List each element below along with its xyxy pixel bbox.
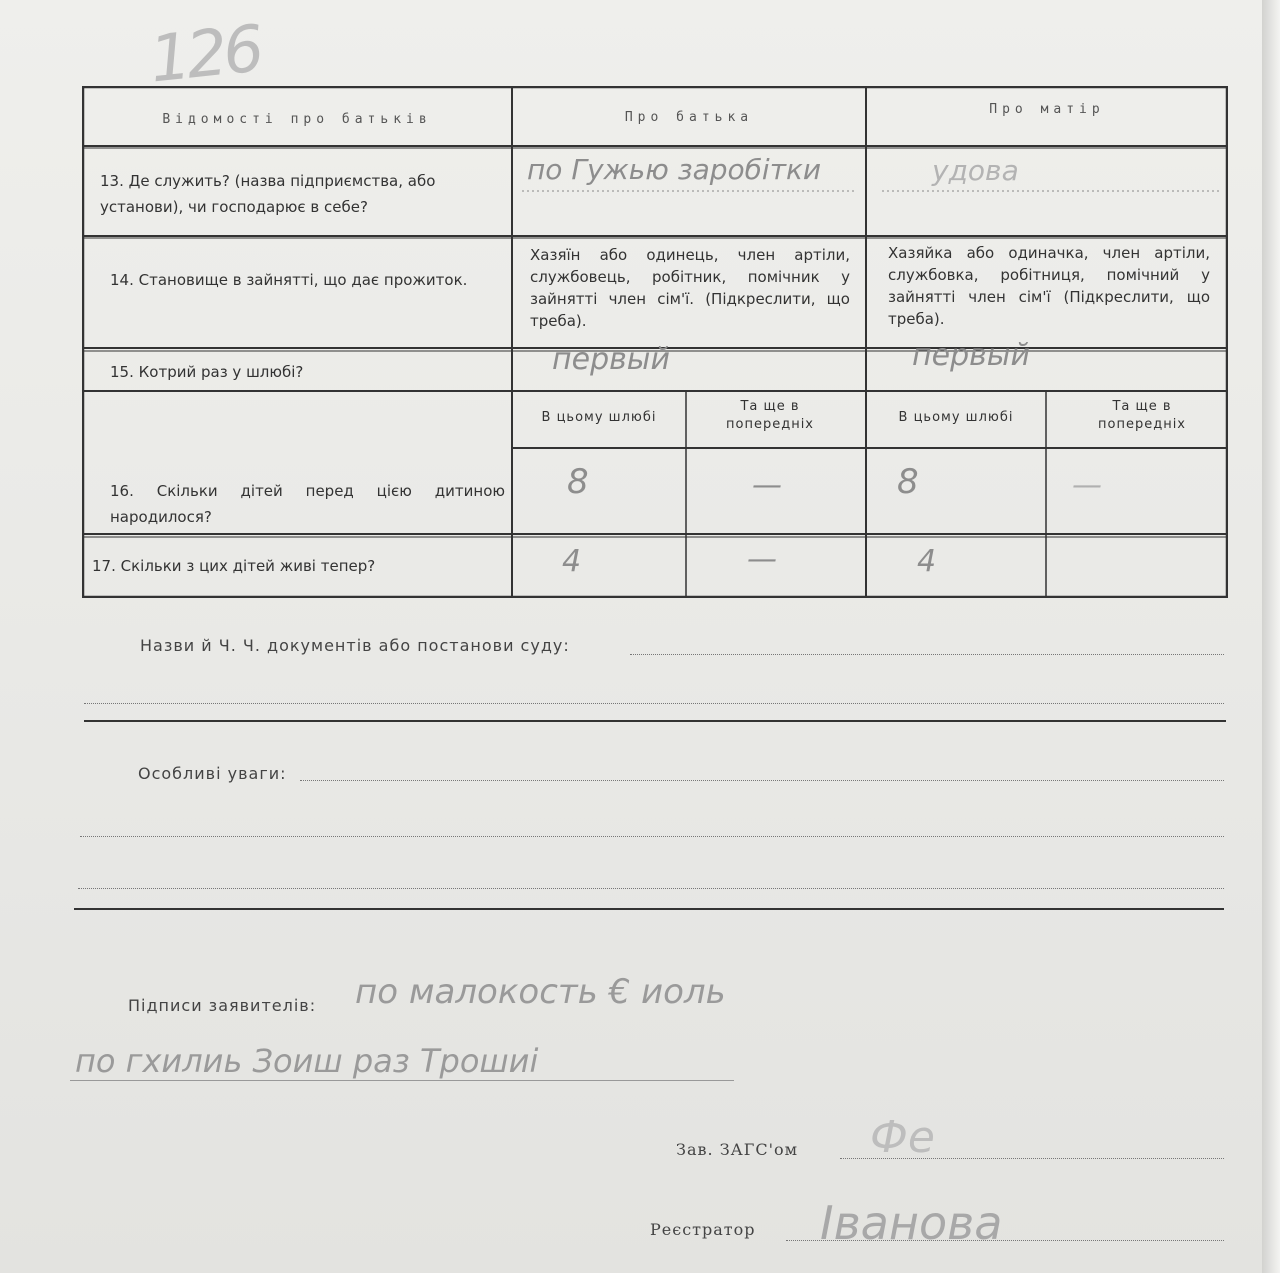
row13-label: 13. Де служить? (назва підприємства, або установи), чи господарює в себе? (100, 172, 436, 216)
row16-mother-previous: — (1072, 468, 1102, 503)
zags-signature: Фе (870, 1112, 935, 1163)
zags-signature-line (840, 1158, 1224, 1159)
row16-father-this: 8 (567, 462, 589, 502)
notes-line-3 (78, 888, 1224, 889)
row17-father-this: 4 (562, 544, 582, 579)
row13-father-handwritten: по Гужью заробітки (527, 153, 822, 186)
row17-father-previous: — (747, 542, 777, 577)
row15-label: 15. Котрий раз у шлюбі? (110, 363, 304, 381)
row17-mother-this: 4 (917, 544, 937, 579)
row14-mother-options: Хазяйка або одиначка, член артіли, службовка, робітниця, помічний у зайнятті член сім'ї (Підкреслити, що треба). (888, 244, 1210, 328)
documents-label: Назви й Ч. Ч. документів або постанови суду: (140, 636, 570, 655)
row16-label: 16. Скільки дітей перед цією дитиною народилося? (110, 482, 505, 526)
sub-mother-previous: Та ще в попередніх (1098, 399, 1186, 432)
notes-line-2 (80, 836, 1224, 837)
row15-mother-handwritten: первый (912, 338, 1030, 373)
row14-label: 14. Становище в зайнятті, що дає прожиток. (110, 271, 468, 289)
page-number-mark: 126 (146, 12, 264, 98)
notes-line-1 (300, 780, 1224, 781)
parents-info-table (82, 86, 1228, 598)
header-father: Про батька (624, 110, 754, 125)
row13-mother-handwritten: удова (932, 154, 1019, 187)
notes-label: Особливі уваги: (138, 764, 287, 783)
documents-line-2 (84, 703, 1224, 704)
registrar-signature: Іванова (820, 1196, 1003, 1250)
row16-mother-this: 8 (897, 462, 919, 502)
sub-father-this-marriage: В цьому шлюбі (541, 410, 657, 425)
zags-label: Зав. ЗАГС'ом (676, 1140, 799, 1159)
row16-father-previous: — (752, 468, 782, 503)
signature-line-2: по гхилиь Зоиш раз Трошиі (75, 1042, 539, 1080)
signature-underline (70, 1080, 734, 1081)
row14-father-options: Хазяїн або одинець, член артіли, службовець, робітник, помічник у зайнятті член сім'ї. (Підкреслити, що треба). (530, 246, 850, 330)
signature-line-1: по малокость € иоль (355, 972, 726, 1012)
row17-label: 17. Скільки з цих дітей живі тепер? (92, 557, 376, 575)
documents-line-1 (630, 654, 1224, 655)
separator-line-1 (84, 720, 1226, 722)
header-parents-info: Відомості про батьків (162, 112, 432, 127)
registrar-signature-line (786, 1240, 1224, 1241)
header-mother: Про матір (989, 102, 1105, 117)
row15-father-handwritten: первый (552, 342, 670, 377)
separator-line-2 (74, 908, 1224, 910)
registrar-label: Реєстратор (650, 1220, 756, 1239)
signatures-label: Підписи заявителів: (128, 996, 317, 1015)
page-edge (1262, 0, 1280, 1273)
sub-mother-this-marriage: В цьому шлюбі (898, 410, 1014, 425)
sub-father-previous: Та ще в попередніх (726, 399, 814, 432)
